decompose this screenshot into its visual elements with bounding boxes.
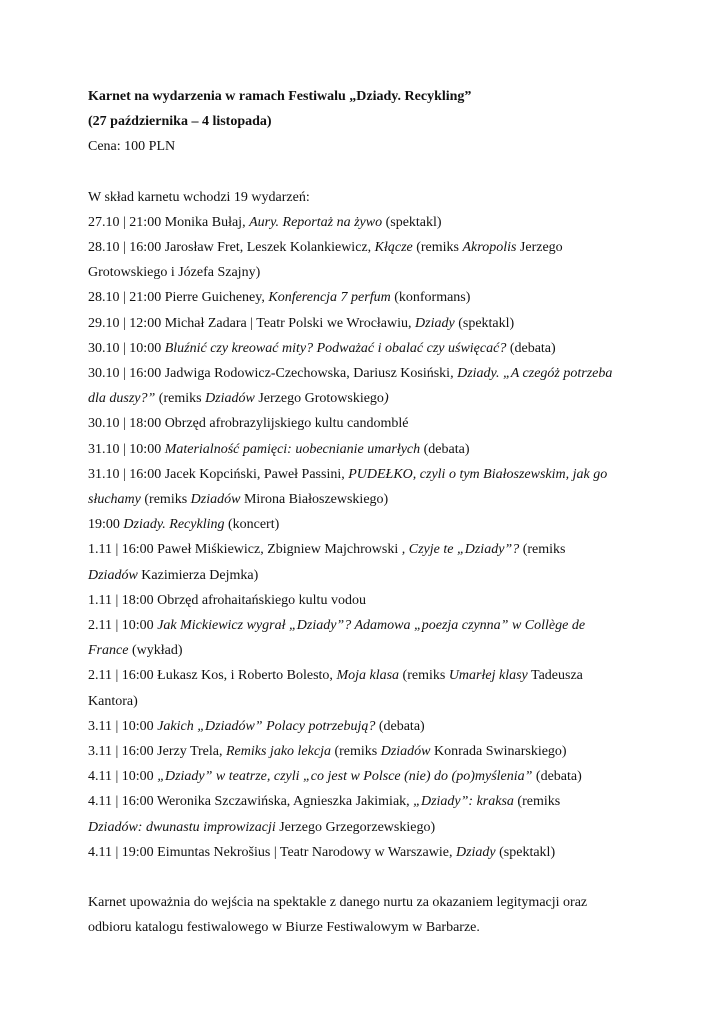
event-title-text: Dziadów — [205, 391, 255, 407]
event-text: 29.10 | 12:00 Michał Zadara | Teatr Polski we Wrocławiu, — [88, 315, 416, 331]
events-intro: W skład karnetu wchodzi 19 wydarzeń: — [88, 189, 310, 205]
event-text: (wykład) — [128, 643, 183, 659]
event-text: Jerzego — [516, 240, 563, 256]
event-line — [88, 739, 648, 764]
event-line — [88, 689, 648, 714]
spacer — [88, 160, 648, 185]
event-text: 4.11 | 10:00 — [88, 769, 158, 785]
event-text: 28.10 | 21:00 Pierre Guicheney, — [88, 290, 269, 306]
event-title-text: Dziady — [455, 844, 496, 860]
event-line — [88, 462, 648, 487]
event-text: 19:00 — [88, 517, 124, 533]
event-line — [88, 311, 648, 336]
event-line — [88, 588, 648, 613]
event-text: (koncert) — [224, 517, 280, 533]
event-text: 30.10 | 16:00 Jadwiga Rodowicz-Czechowska, Dariusz Kosiński — [88, 366, 451, 382]
event-text: 30.10 | 18:00 Obrzęd afrobrazylijskiego kultu candomblé — [88, 416, 409, 432]
event-line — [88, 210, 648, 235]
event-text: Kantora) — [88, 693, 138, 709]
document-body — [88, 84, 648, 941]
document-title: Karnet na wydarzenia w ramach Festiwalu „Dziady. Recykling” — [88, 89, 472, 104]
event-text: (debata) — [420, 441, 470, 457]
event-title-text: France — [88, 643, 129, 659]
event-text: (remiks — [399, 668, 449, 684]
event-title-text: „Dziady”: kraksa — [413, 794, 514, 810]
event-title-text: PUDEŁKO, czyli o tym Białoszewskim, jak go — [348, 466, 608, 482]
event-line — [88, 563, 648, 588]
event-text: 27.10 | 21:00 Monika Bułaj, — [88, 214, 250, 230]
event-title-text: Konferencja 7 perfum — [268, 290, 391, 306]
event-text: (remiks — [140, 492, 191, 508]
event-text: 4.11 | 19:00 Eimuntas Nekrošius | Teatr Narodowy w Warszawie, — [88, 844, 456, 860]
event-line — [88, 386, 648, 411]
event-text: Mirona Białoszewskiego) — [240, 492, 389, 508]
event-text: 1.11 | 16:00 Paweł Miśkiewicz, Zbigniew Majchrowski — [88, 542, 402, 558]
event-title-text: Jakich „Dziadów” Polacy potrzebują? — [157, 718, 376, 734]
event-title-text: Dziadów: dwunastu improwizacji — [88, 819, 276, 835]
event-text: (konformans) — [390, 290, 471, 306]
event-title-text: Remiks jako lekcja — [226, 744, 331, 760]
event-title-text: Jak Mickiewicz wygrał „Dziady”? Adamowa „poezja czynna” w Collège de — [157, 618, 586, 634]
event-title-text: dla duszy?” — [88, 391, 156, 407]
event-title-text: Umarłej klasy — [448, 668, 528, 684]
festival-dates: (27 października – 4 listopada) — [88, 114, 272, 130]
event-title-text: Kłącze — [374, 240, 413, 256]
event-text: (spektakl) — [495, 844, 556, 860]
event-text: Konrada Swinarskiego) — [430, 744, 567, 760]
event-text: 31.10 | 10:00 — [88, 441, 165, 457]
event-text: 28.10 | 16:00 Jarosław Fret, Leszek Kolankiewicz, — [88, 240, 375, 256]
event-line — [88, 512, 648, 537]
event-line — [88, 260, 648, 285]
event-line — [88, 714, 648, 739]
event-line — [88, 411, 648, 436]
event-title-text: Dziadów — [88, 567, 138, 583]
event-line — [88, 789, 648, 814]
event-line — [88, 638, 648, 663]
event-title-text: Akropolis — [462, 240, 517, 256]
event-line — [88, 437, 648, 462]
event-line — [88, 235, 648, 260]
event-line — [88, 361, 648, 386]
event-title-text: Bluźnić czy kreować mity? Podważać i obalać czy uświęcać? — [164, 340, 507, 356]
event-title-text: Materialność pamięci: uobecnianie umarłych — [164, 441, 421, 457]
event-line — [88, 487, 648, 512]
event-title-text: Moja klasa — [336, 668, 400, 684]
footer-line-1: Karnet upoważnia do wejścia na spektakle z danego nurtu za okazaniem legitymacji oraz — [88, 895, 588, 911]
event-line — [88, 815, 648, 840]
event-title-text: Dziady. Recykling — [123, 517, 225, 533]
event-line — [88, 336, 648, 361]
ticket-price: Cena: 100 PLN — [88, 139, 176, 155]
event-line — [88, 663, 648, 688]
spacer — [88, 865, 648, 890]
event-title-text: Dziady — [415, 315, 455, 331]
event-text: (remiks — [513, 794, 561, 810]
event-title-text: „Dziady” w teatrze, czyli „co jest w Polsce (nie) do (po)myślenia” — [157, 769, 533, 785]
event-text: Kazimierza Dejmka) — [137, 567, 259, 583]
event-title-text: , Czyje te „Dziady”? — [401, 542, 520, 558]
event-text: 2.11 | 10:00 — [88, 618, 158, 634]
event-text: 1.11 | 18:00 Obrzęd afrohaitańskiego kultu vodou — [88, 592, 366, 608]
event-text: 31.10 | 16:00 Jacek Kopciński, Paweł Passini, — [88, 466, 349, 482]
event-line — [88, 285, 648, 310]
event-title-text: Aury. Reportaż na żywo — [249, 214, 383, 230]
event-text: 30.10 | 10:00 — [88, 340, 165, 356]
event-text: 3.11 | 10:00 — [88, 718, 158, 734]
event-text: Jerzego Grotowskiego — [254, 391, 384, 407]
event-line — [88, 537, 648, 562]
event-text: Jerzego Grzegorzewskiego) — [275, 819, 436, 835]
event-title-text: ) — [383, 391, 389, 407]
event-text: (debata) — [375, 718, 425, 734]
event-text: 3.11 | 16:00 Jerzy Trela, — [88, 744, 226, 760]
event-line — [88, 764, 648, 789]
events-list — [88, 210, 648, 865]
event-text: Tadeusza — [527, 668, 583, 684]
event-text: (spektakl) — [454, 315, 515, 331]
event-text: (remiks — [519, 542, 566, 558]
event-line — [88, 613, 648, 638]
event-text: (remiks — [330, 744, 381, 760]
event-text: Grotowskiego i Józefa Szajny) — [88, 265, 261, 281]
footer-line-2: odbioru katalogu festiwalowego w Biurze Festiwalowym w Barbarze. — [88, 920, 480, 936]
event-title-text: , Dziady. „A czegóż potrzeba — [450, 366, 613, 382]
event-title-text: Dziadów — [190, 492, 241, 508]
event-text: (remiks — [412, 240, 463, 256]
event-text: (remiks — [155, 391, 206, 407]
event-text: 2.11 | 16:00 Łukasz Kos, i Roberto Bolesto, — [88, 668, 337, 684]
event-line — [88, 840, 648, 865]
event-title-text: słuchamy — [88, 492, 141, 508]
event-text: (spektakl) — [382, 214, 442, 230]
event-title-text: Dziadów — [380, 744, 431, 760]
event-text: (debata) — [532, 769, 582, 785]
event-text: 4.11 | 16:00 Weronika Szczawińska, Agnieszka Jakimiak, — [88, 794, 414, 810]
event-text: (debata) — [506, 340, 556, 356]
